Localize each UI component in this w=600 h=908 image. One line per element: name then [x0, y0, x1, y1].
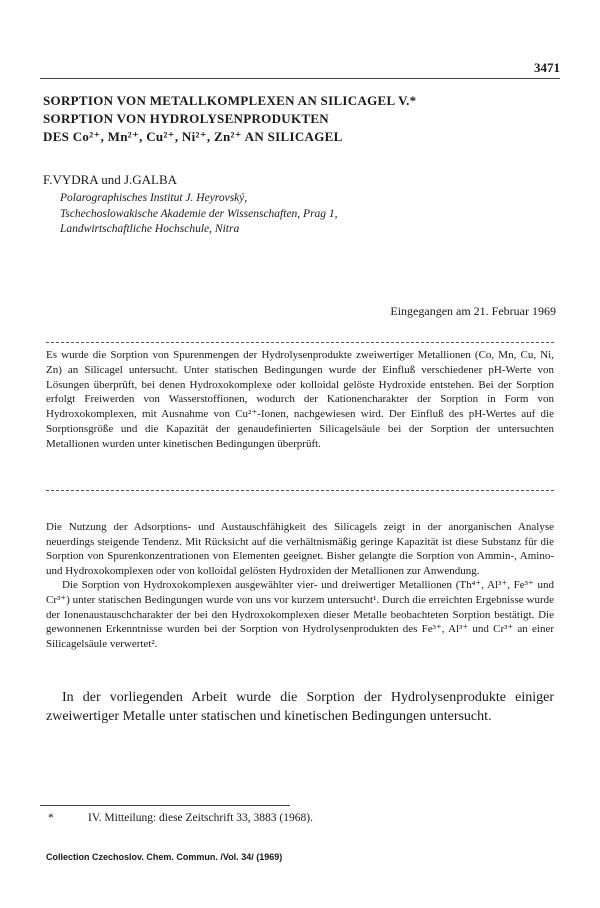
footnote-rule: [40, 805, 290, 806]
header-rule: [40, 78, 560, 79]
body-paragraph-2: Die Sorption von Hydroxokomplexen ausgewählter vier- und dreiwertiger Metallionen (Th⁴⁺, Al³⁺, Fe³⁺ und Cr³⁺) unter statischen Bedingungen wurde von uns vor kurzem untersucht¹. Durch die erreichten Ergebnisse wurde der Ionenaustauschcharakter der bei den Hydroxokomplexen dieser Metalle beobachteten Sorption bestätigt. Die gewonnenen Erkenntnisse wurden bei der Sorption von Hydrolysenprodukten des Fe³⁺, Al³⁺ und Cr³⁺ an einer Silicagelsäule verwertet².: [46, 579, 554, 650]
title-line-3: DES Co²⁺, Mn²⁺, Cu²⁺, Ni²⁺, Zn²⁺ AN SILICAGEL: [43, 129, 343, 144]
affiliation-1: Polarographisches Institut J. Heyrovský,: [60, 192, 248, 204]
affiliation-2: Tschechoslowakische Akademie der Wissenschaften, Prag 1,: [60, 207, 338, 220]
authors: F.VYDRA und J.GALBA: [43, 172, 178, 187]
footnote: [48, 812, 313, 824]
title-line-2: SORPTION VON HYDROLYSENPRODUKTEN: [43, 111, 329, 126]
page-number: 3471: [534, 60, 560, 75]
affiliations: [60, 191, 338, 238]
journal-citation: Collection Czechoslov. Chem. Commun. /Vol. 34/ (1969): [46, 852, 283, 862]
affiliation-3: Landwirtschaftliche Hochschule, Nitra: [60, 223, 240, 235]
footnote-marker: *: [48, 812, 54, 824]
title-line-1: SORPTION VON METALLKOMPLEXEN AN SILICAGEL V.*: [43, 93, 417, 108]
abstract: Es wurde die Sorption von Spurenmengen der Hydrolysenprodukte zweiwertiger Metallionen (Co, Mn, Cu, Ni, Zn) an Silicagel untersucht. Unter statischen Bedingungen wurde der Einfluß verschiedener pH-Werte von Lösungen überprüft, bei denen Hydroxokomplexe oder kolloidal gelöste Hydroxide entstehen. Bei der Sorption erfolgt Freiwerden von Wasserstoffionen, wodurch der Kationencharakter der Sorption in Form von Hydroxokomplexen, mit Ausnahme von Cu²⁺-Ionen, nachgewiesen wird. Der Einfluß des pH-Wertes auf die Sorptionsgröße und die Kapazität der genaudefinierten Silicagelsäule bei der Sorption der untersuchten Metallionen wurden unter kinetischen Bedingungen überprüft.: [46, 349, 554, 450]
abstract-rule-bottom: [46, 490, 554, 491]
footnote-text: IV. Mitteilung: diese Zeitschrift 33, 3883 (1968).: [88, 812, 313, 824]
received-date: Eingegangen am 21. Februar 1969: [390, 304, 556, 318]
abstract-rule-top: [46, 342, 554, 343]
body-paragraph-1: Die Nutzung der Adsorptions- und Austauschfähigkeit des Silicagels zeigt in der anorganischen Analyse neuerdings steigende Tendenz. Mit Rücksicht auf die verhältnismäßig geringe Kapazität ist diese Substanz für die Sorption von Spurenkonzentrationen von Elementen geeignet. Bisher gelangte die Sorption von Ammin-, Amino- und Hydroxokomplexen oder von kolloidal gelösten Hydroxiden der Metallionen zur Anwendung.: [46, 521, 554, 577]
body-text: [46, 520, 554, 651]
body-paragraph-3: In der vorliegenden Arbeit wurde die Sorption der Hydrolysenprodukte einiger zweiwertiger Metalle unter statischen und kinetischen Bedingungen untersucht.: [46, 690, 554, 724]
